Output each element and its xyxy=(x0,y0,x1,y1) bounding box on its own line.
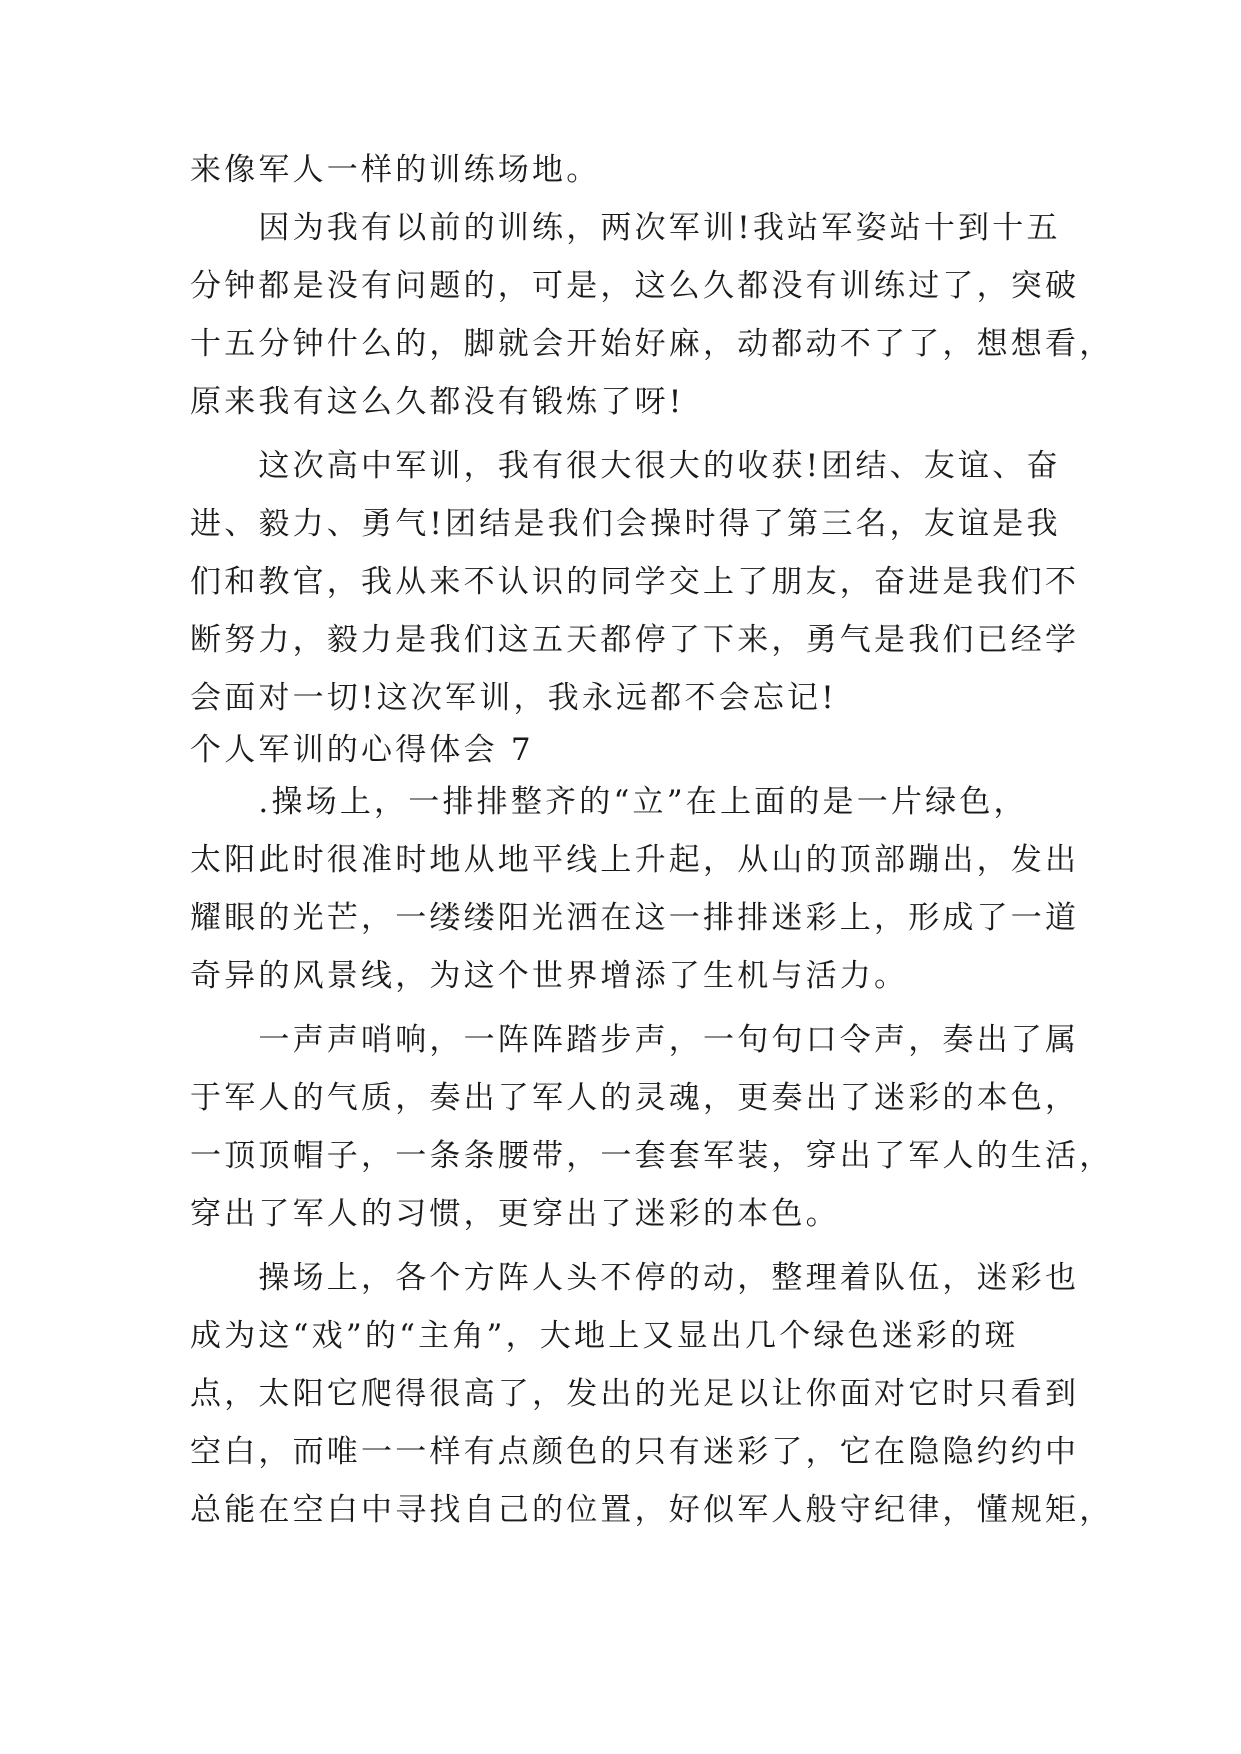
text-line: 操场上，各个方阵人头不停的动，整理着队伍，迷彩也 xyxy=(190,1260,1080,1296)
text-line: 原来我有这么久都没有锻炼了呀! xyxy=(190,384,685,420)
text-line: 一顶顶帽子，一条条腰带，一套套军装，穿出了军人的生活， xyxy=(190,1138,1114,1174)
text-line: 分钟都是没有问题的，可是，这么久都没有训练过了，突破 xyxy=(190,268,1080,304)
section-heading: 个人军训的心得体会 7 xyxy=(190,732,534,768)
text-line: 穿出了军人的习惯，更穿出了迷彩的本色。 xyxy=(190,1196,840,1232)
text-line: 会面对一切!这次军训，我永远都不会忘记! xyxy=(190,680,837,716)
text-line: 于军人的气质，奏出了军人的灵魂，更奏出了迷彩的本色， xyxy=(190,1080,1080,1116)
text-line: 太阳此时很准时地从地平线上升起，从山的顶部蹦出，发出 xyxy=(190,842,1080,878)
text-line: 这次高中军训，我有很大很大的收获!团结、友谊、奋 xyxy=(190,448,1061,484)
text-line: 耀眼的光芒，一缕缕阳光洒在这一排排迷彩上，形成了一道 xyxy=(190,900,1080,936)
text-line: 来像军人一样的训练场地。 xyxy=(190,152,601,188)
text-line: 一声声哨响，一阵阵踏步声，一句句口令声，奏出了属 xyxy=(190,1022,1080,1058)
text-line: 因为我有以前的训练，两次军训!我站军姿站十到十五 xyxy=(190,210,1061,246)
text-line: 断努力，毅力是我们这五天都停了下来，勇气是我们已经学 xyxy=(190,622,1080,658)
text-line: 空白，而唯一一样有点颜色的只有迷彩了，它在隐隐约约中 xyxy=(190,1434,1080,1470)
text-line: 奇异的风景线，为这个世界增添了生机与活力。 xyxy=(190,958,909,994)
text-line: 十五分钟什么的，脚就会开始好麻，动都动不了了，想想看， xyxy=(190,326,1114,362)
text-line: 总能在空白中寻找自己的位置，好似军人般守纪律，懂规矩， xyxy=(190,1492,1114,1528)
text-line: .操场上，一排排整齐的“立”在上面的是一片绿色， xyxy=(190,784,1028,820)
text-line: 进、毅力、勇气!团结是我们会操时得了第三名，友谊是我 xyxy=(190,506,1061,542)
text-line: 成为这“戏”的“主角”，大地上又显出几个绿色迷彩的斑 xyxy=(190,1318,1019,1354)
text-line: 点，太阳它爬得很高了，发出的光足以让你面对它时只看到 xyxy=(190,1376,1080,1412)
text-line: 们和教官，我从来不认识的同学交上了朋友，奋进是我们不 xyxy=(190,564,1080,600)
